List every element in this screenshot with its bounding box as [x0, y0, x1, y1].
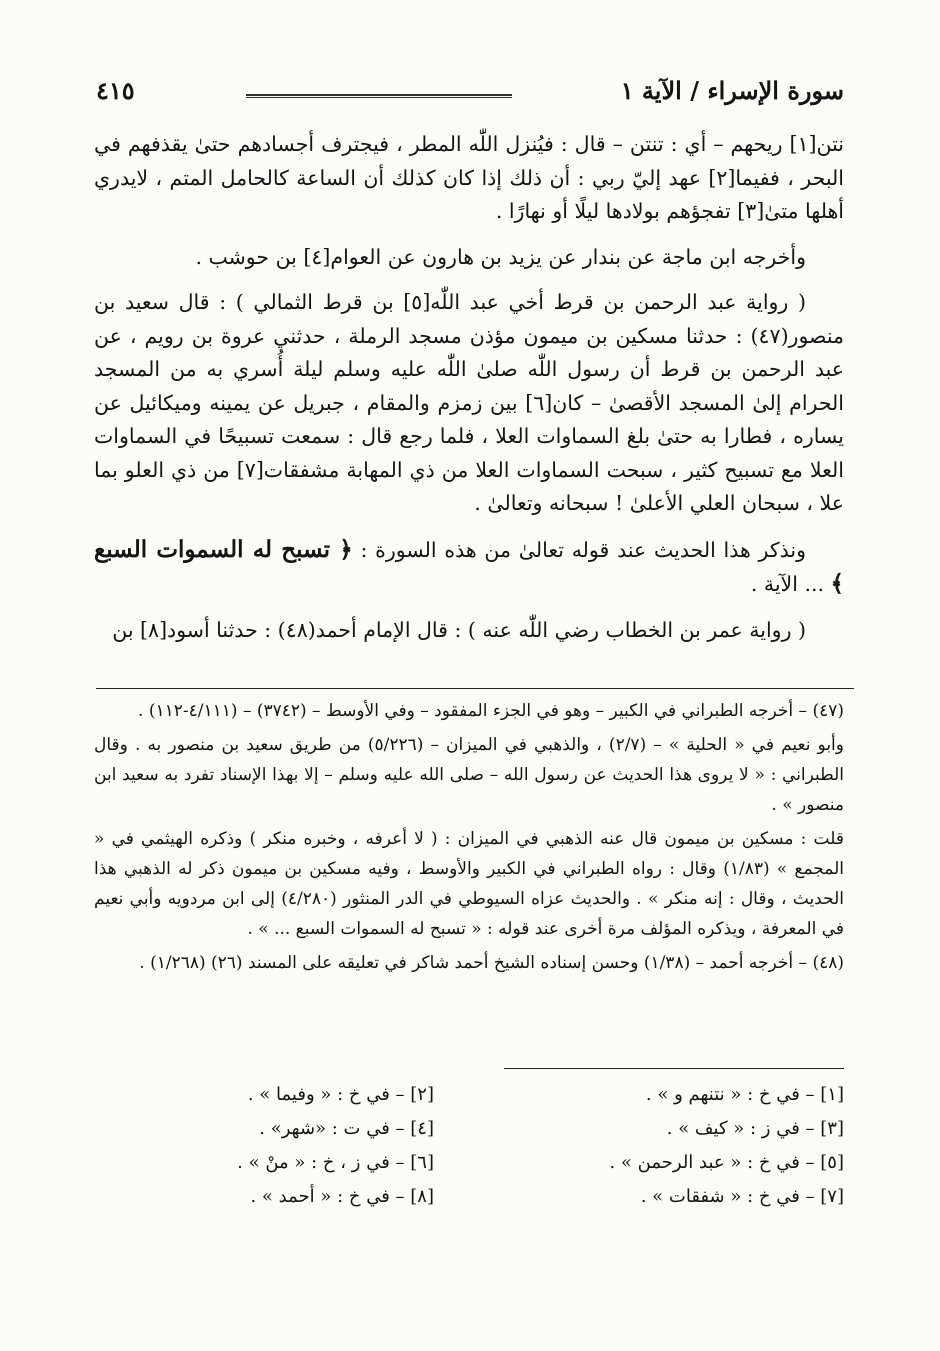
variant-4: [٤] – في ت : «شهر» . — [259, 1118, 434, 1139]
variant-8: [٨] – في خ : « أحمد » . — [250, 1186, 434, 1207]
quran-quote: ﴿ تسبح له السموات السبع ﴾ — [94, 535, 844, 597]
variant-7: [٧] – في خ : « شفقات » . — [640, 1186, 844, 1207]
paragraph-3: ( رواية عبد الرحمن بن قرط أخي عبد اللّٰه[٥] بن قرط الثمالي ) : قال سعيد بن منصور(٤٧) : حدثنا مسكين بن ميمون مؤذن مسجد الرملة ، حدثني عروة بن رويم ، عن عبد الرحمن بن قرط أن رسول اللّٰه صلىٰ اللّٰه عليه وسلم ليلة أُسري به من المسجد الحرام إلىٰ المسجد الأقصىٰ – كان[٦] بين زمزم والمقام ، جبريل عن يمينه وميكائيل عن يساره ، فطارا به حتىٰ بلغ السماوات العلا ، فلما رجع قال : سمعت تسبيحًا في السماوات العلا مع تسبيح كثير ، سبحت السماوات العلا من ذي المهابة مشفقات[٧] من ذي العلو بما علا ، سبحان العلي الأعلىٰ ! سبحانه وتعالىٰ . — [94, 290, 844, 515]
footnote-separator — [96, 688, 854, 689]
running-title: سورة الإسراء / الآية ١ — [620, 76, 844, 105]
paragraph-1: نتن[١] ريحهم – أي : تنتن – قال : فيُنزل اللّٰه المطر ، فيجترف أجسادهم حتىٰ يقذفهم في البحر ، ففيما[٢] عهد إليّ ربي : أن ذلك إذا كان كذلك أن الساعة كالحامل المتم ، لايدري أهلها متىٰ[٣] تفجؤهم بولادها ليلًا أو نهارًا . — [94, 132, 844, 223]
page-number: ٤١٥ — [96, 76, 135, 105]
variant-row — [96, 1186, 844, 1218]
manuscript-variants — [96, 1084, 844, 1224]
variant-5: [٥] – في خ : « عبد الرحمن » . — [609, 1152, 844, 1173]
variant-6: [٦] – في ز ، خ : « منْ » . — [237, 1152, 434, 1173]
variant-row — [96, 1152, 844, 1184]
footnote-47-note: قلت : مسكين بن ميمون قال عنه الذهبي في الميزان : ( لا أعرفه ، وخبره منكر ) وذكره الهيثمي في « المجمع » (١/٨٣) وقال : رواه الطبراني في الكبير والأوسط ، وفيه مسكين بن ميمون ذكر له الذهبي هذا الحديث ، وقال : إنه منكر » . والحديث عزاه السيوطي في الدر المنثور (٤/٢٨٠) إلى ابن مردويه وأبي نعيم في المعرفة ، ويذكره المؤلف مرة أخرى عند قوله : « تسبح له السموات السبع ... » . — [94, 829, 844, 939]
paragraph-2: وأخرجه ابن ماجة عن بندار عن يزيد بن هارون عن العوام[٤] بن حوشب . — [195, 244, 806, 269]
page-header — [96, 72, 844, 116]
paragraph-4-end: ... الآية . — [750, 572, 831, 596]
footnote-47-cont: وأبو نعيم في « الحلية » – (٢/٧) ، والذهبي في الميزان – (٥/٢٢٦) من طريق سعيد بن منصور به . وقال الطبراني : « لا يروى هذا الحديث عن رسول الله – صلى الله عليه وسلم – إلا بهذا الإسناد تفرد به سعيد ابن منصور » . — [94, 735, 844, 815]
paragraph-4 — [94, 533, 844, 602]
variants-separator — [504, 1068, 844, 1069]
header-rule — [246, 94, 512, 98]
footnote-47: (٤٧) – أخرجه الطبراني في الكبير – وهو في الجزء المفقود – وفي الأوسط – (٣٧٤٢) – (٤/١١١-١١٢) . — [138, 701, 844, 721]
paragraph-4-start: ونذكر هذا الحديث عند قوله تعالىٰ من هذه السورة : — [352, 537, 806, 562]
variant-2: [٢] – في خ : « وفيما » . — [247, 1084, 434, 1105]
variant-1: [١] – في خ : « نتنهم و » . — [645, 1084, 844, 1105]
variant-row — [96, 1118, 844, 1150]
footnote-48: (٤٨) – أخرجه أحمد – (١/٣٨) وحسن إسناده الشيخ أحمد شاكر في تعليقه على المسند (٢٦) (١/٢٦٨) . — [139, 953, 844, 973]
paragraph-5: ( رواية عمر بن الخطاب رضي اللّٰه عنه ) : قال الإمام أحمد(٤٨) : حدثنا أسود[٨] بن — [112, 617, 806, 642]
main-text — [94, 128, 844, 659]
footnotes — [94, 696, 844, 982]
variant-row — [96, 1084, 844, 1116]
variant-3: [٣] – في ز : « كيف » . — [666, 1118, 844, 1139]
